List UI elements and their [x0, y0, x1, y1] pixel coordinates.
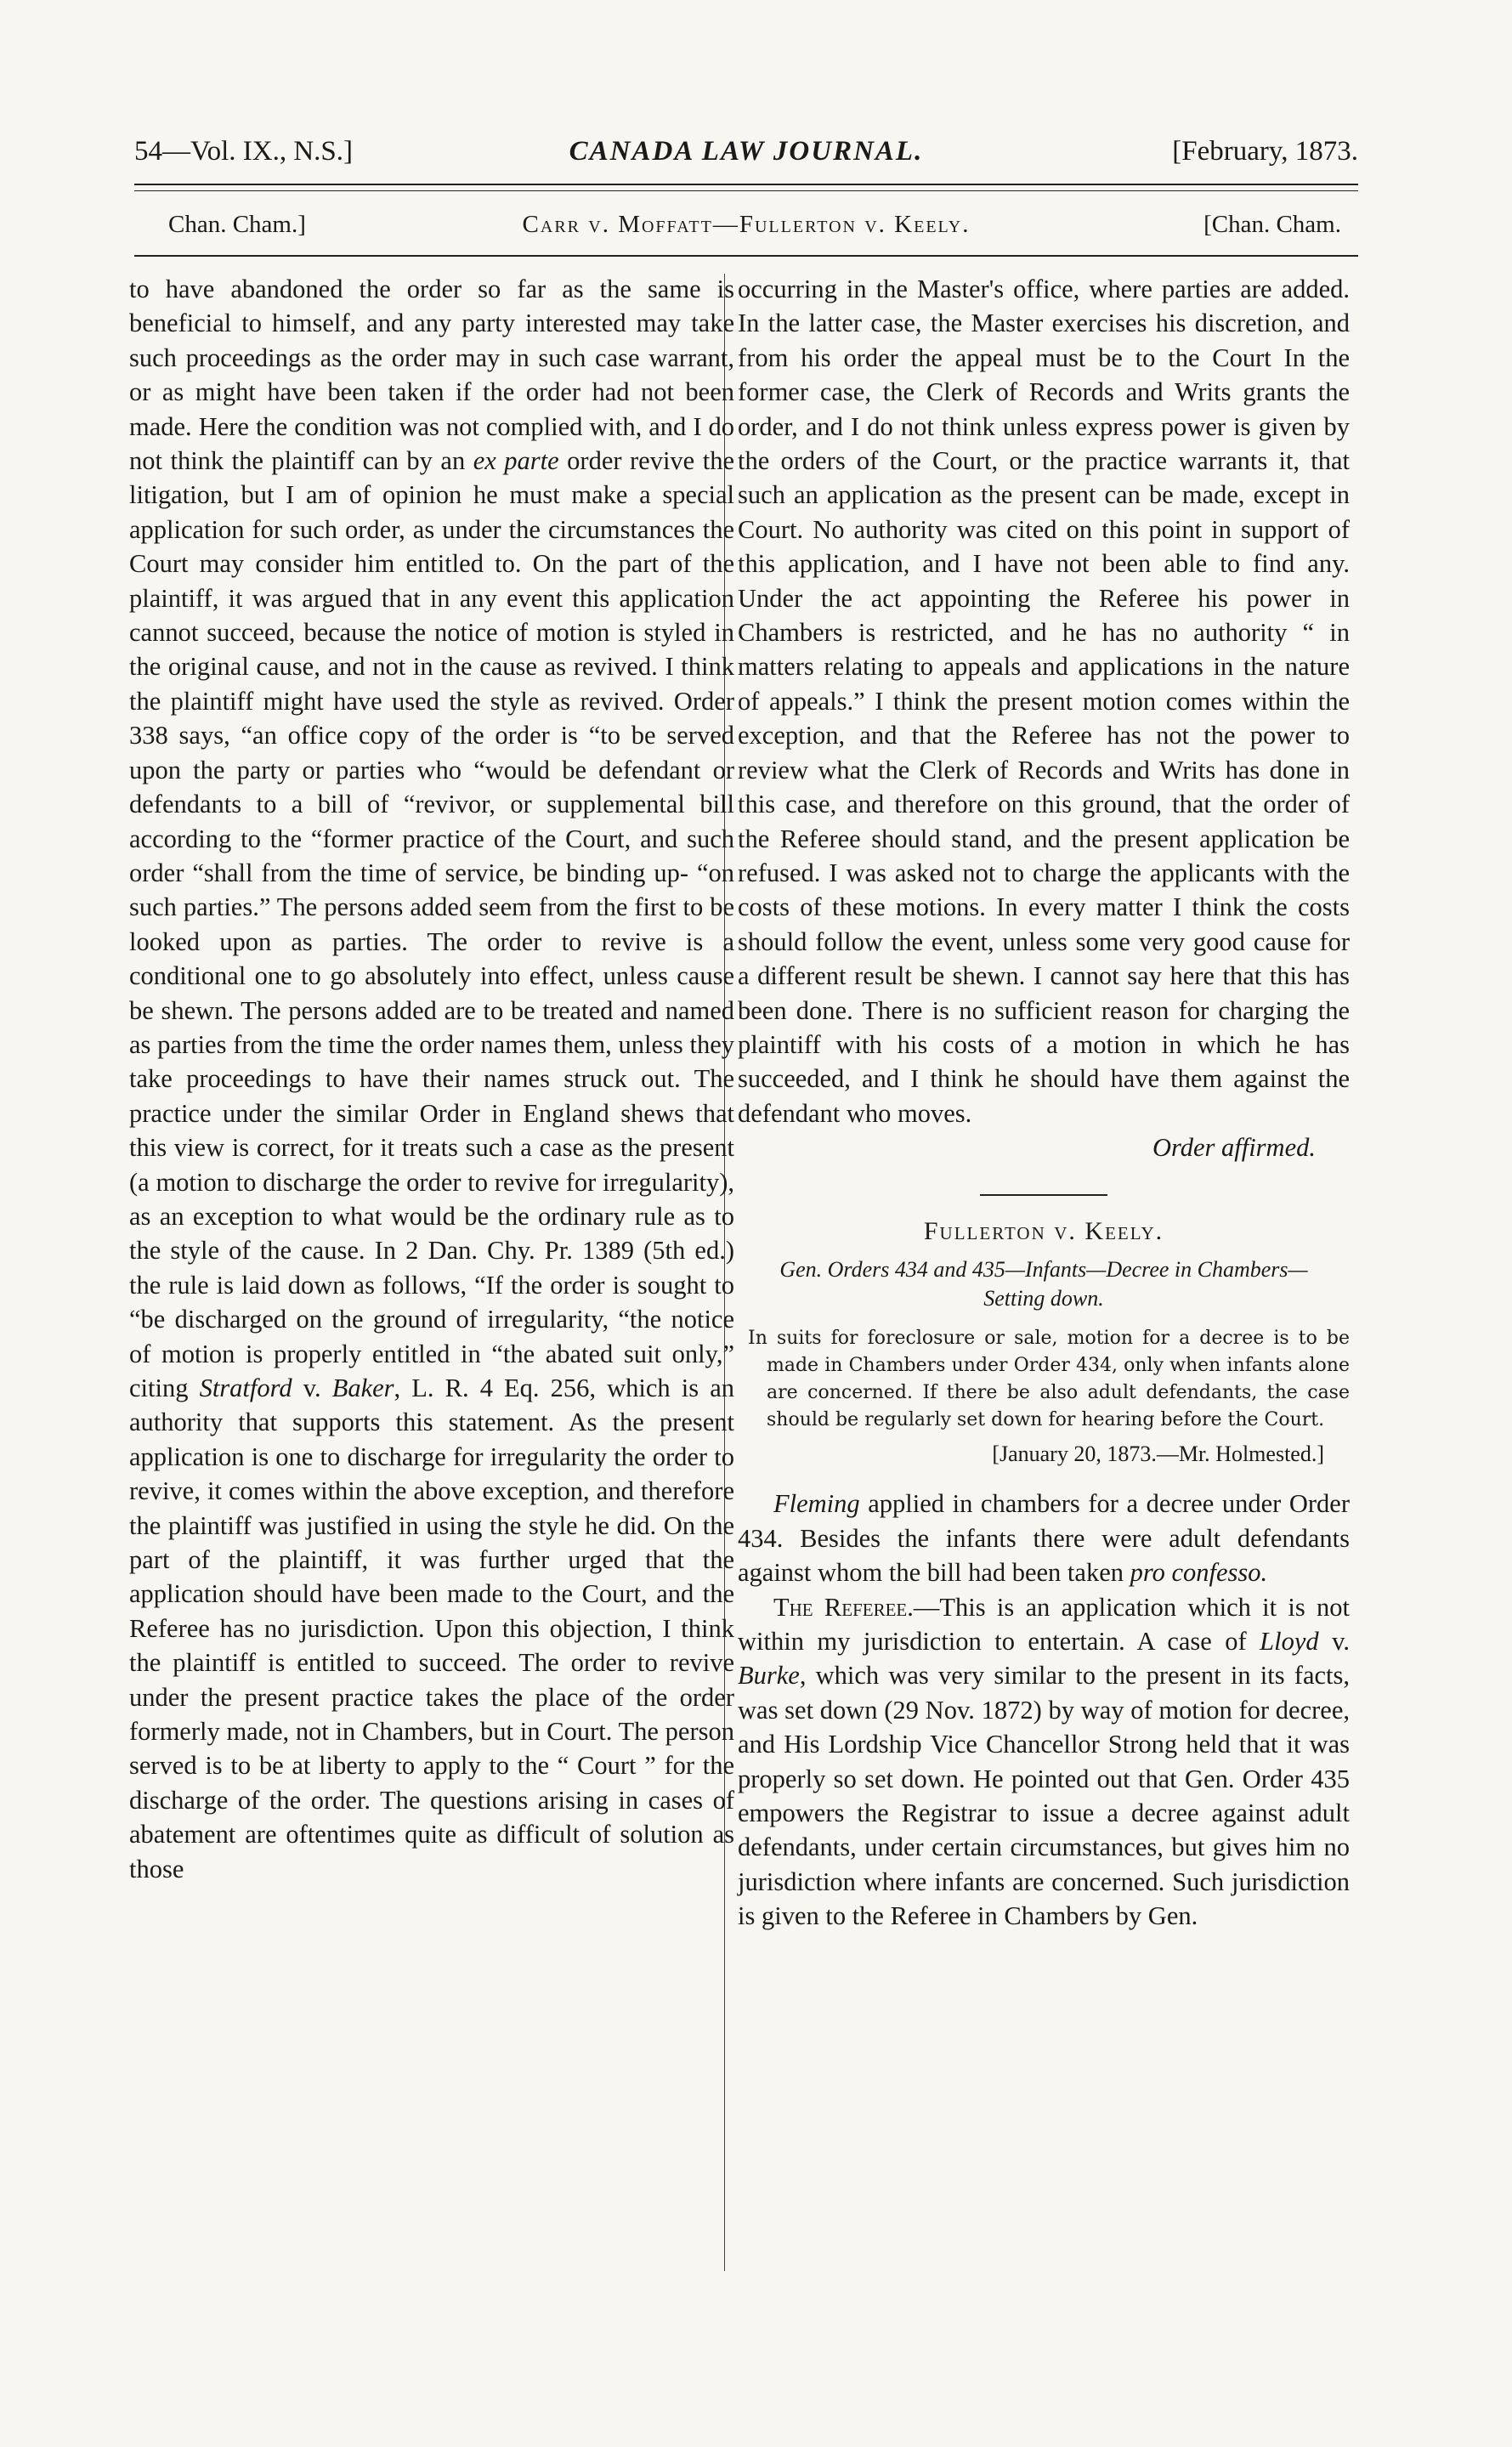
body-paragraph: Fleming applied in chambers for a decree under Order 434. Besides the infants there were adult defendants against whom the bill had been taken pro confesso.	[738, 1489, 1350, 1588]
running-header	[134, 136, 1358, 178]
issue-date: [February, 1873.	[1172, 136, 1358, 167]
section-rule	[980, 1194, 1107, 1196]
journal-title: CANADA LAW JOURNAL.	[569, 136, 924, 167]
subheader-rule	[134, 255, 1358, 257]
header-rule	[134, 184, 1358, 185]
case-header	[134, 211, 1358, 248]
court-right: [Chan. Cham.	[1203, 211, 1341, 238]
page-volume: 54—Vol. IX., N.S.]	[134, 136, 353, 167]
body-paragraph: to have abandoned the order so far as the same is beneficial to himself, and any party interested may take such proceedings as the order may in such case warrant, or as might have been taken if the order had not been made. Here the condition was not complied with, and I do not think the plaintiff can by an ex parte order revive the litigation, but I am of opinion he must make a special application for such order, as under the circumstances the Court may consider him entitled to. On the part of the plaintiff, it was argued that in any event this application cannot succeed, because the notice of motion is styled in the original cause, and not in the cause as revived. I think the plaintiff might have used the style as revived. Order 338 says, “an office copy of the order is “to be served upon the party or parties who “would be defendant or defendants to a bill of “revivor, or supplemental bill according to the “former practice of the Court, and such order “shall from the time of service, be binding up- “on such parties.” The persons added seem from the first to be looked upon as parties. The order to revive is a conditional one to go absolutely into effect, unless cause be shewn. The persons added are to be treated and named as parties from the time the order names them, unless they take proceedings to have their names struck out. The practice under the similar Order in England shews that this view is correct, for it treats such a case as the present (a motion to discharge the order to revive for irregularity), as an exception to what would be the ordinary rule as to the style of the cause. In 2 Dan. Chy. Pr. 1389 (5th ed.) the rule is laid down as follows, “If the order is sought to “be discharged on the ground of irregularity, “the notice of motion is properly entitled in “the abated suit only,” citing Stratford v. Baker, L. R. 4 Eq. 256, which is an authority that supports this statement. As the present application is one to discharge for irregularity the order to revive, it comes within the above exception, and therefore the plaintiff was justified in using the style he did. On the part of the plaintiff, it was further urged that the application should have been made to the Court, and the Referee has no jurisdiction. Upon this objection, I think the plaintiff is entitled to succeed. The order to revive under the present practice takes the place of the order formerly made, not in Chambers, but in Court. The person served is to be at liberty to apply to the “ Court ” for the discharge of the order. The questions arising in cases of abatement are oftentimes quite as difficult of solution as those	[129, 275, 735, 1883]
case-title: Fullerton v. Keely.	[923, 1216, 1164, 1245]
body-paragraph: occurring in the Master's office, where parties are added. In the latter case, the Master exercises his discretion, and from his order the appeal must be to the Court In the former case, the Clerk of Records and Writs grants the order, and I do not think unless express power is given by the orders of the Court, or the practice warrants it, that such an application as the present can be made, except in Court. No authority was cited on this point in support of this application, and I have not been able to find any. Under the act appointing the Referee his power in Chambers is restricted, and he has no authority “ in matters relating to appeals and applications in the nature of appeals.” I think the present motion comes within the exception, and that the Referee has not the power to review what the Clerk of Records and Writs has done in this case, and therefore on this ground, that the order of the Referee should stand, and the present application be refused. I was asked not to charge the applicants with the costs of these motions. In every matter I think the costs should follow the event, unless some very good cause for a different result be shewn. I cannot say here that this has been done. There is no sufficient reason for charging the plaintiff with his costs of a motion in which he has succeeded, and I think he should have them against the defendant who moves.	[738, 275, 1350, 1128]
headnote: In suits for foreclosure or sale, motion for a decree is to be made in Chambers under Order 434, only when infants alone are concerned. If there be also adult defendants, the case should be regularly set down for hearing before the Court.	[748, 1327, 1350, 1430]
header-rule-thin	[134, 190, 1358, 191]
case-names: Carr v. Moffatt—Fullerton v. Keely.	[522, 211, 971, 238]
court-left: Chan. Cham.]	[168, 211, 306, 238]
dateline: [January 20, 1873.—Mr. Holmested.]	[992, 1441, 1324, 1466]
body-paragraph: The Referee.—This is an application which it is not within my jurisdiction to entertain. A case of Lloyd v. Burke, which was very similar to the present in its facts, was set down (29 Nov. 1872) by way of motion for decree, and His Lordship Vice Chancellor Strong held that it was properly so set down. He pointed out that Gen. Order 435 empowers the Registrar to issue a decree against adult defendants, under certain circumstances, but gives him no jurisdiction where infants are concerned. Such jurisdiction is given to the Referee in Chambers by Gen.	[738, 1592, 1350, 1931]
case-subtitle: Gen. Orders 434 and 435—Infants—Decree in Chambers—Setting down.	[779, 1256, 1308, 1311]
right-column	[738, 272, 1350, 1934]
verdict: Order affirmed.	[1152, 1133, 1316, 1163]
left-column	[129, 272, 734, 1886]
